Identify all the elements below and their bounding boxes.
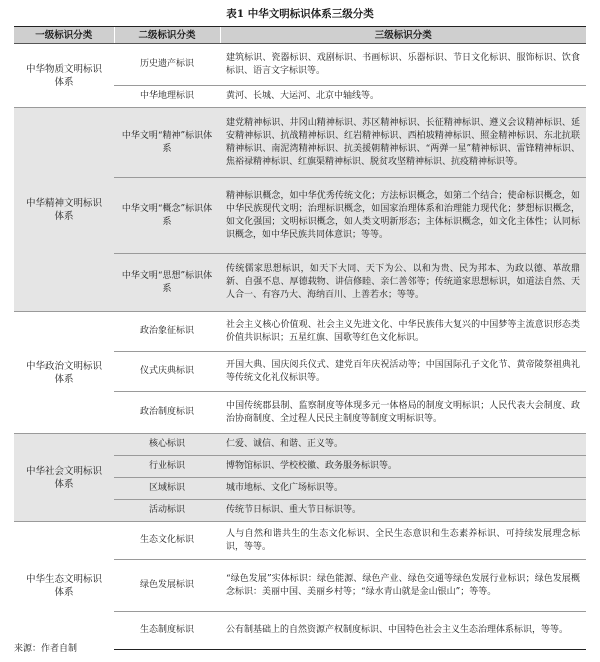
level-1-cell: 中华政治文明标识体系 [14, 312, 114, 434]
level-2-cell: 历史遗产标识 [114, 44, 220, 86]
header-level-3: 三级标识分类 [220, 27, 586, 44]
level-2-cell: 区域标识 [114, 478, 220, 500]
level-3-cell: 精神标识概念，如中华优秀传统文化；方法标识概念，如第二个结合；使命标识概念，如中华民族现代文明；治理标识概念，如国家治理体系和治理能力现代化；梦想标识概念，如文化强国；文明标识概念，如人类文明新形态；主体标识概念，如文化主体性；认同标识概念，如中华民族共同体意识；等等。 [220, 178, 586, 254]
table-row [14, 108, 586, 178]
level-3-cell: 建筑标识、瓷器标识、戏剧标识、书画标识、乐器标识、节日文化标识、服饰标识、饮食标识、语言文字标识等。 [220, 44, 586, 86]
level-3-cell: 传统儒家思想标识，如天下大同、天下为公、以和为贵、民为邦本、为政以德、革故鼎新、自强不息、厚德载物、讲信修睦、亲仁善邻等；传统道家思想标识，如道法自然、天人合一、有容乃大、海纳百川、上善若水；等等。 [220, 254, 586, 312]
table-row [14, 434, 586, 456]
level-2-cell: 行业标识 [114, 456, 220, 478]
level-2-cell: 中华地理标识 [114, 86, 220, 108]
level-2-cell: 生态制度标识 [114, 612, 220, 650]
level-2-cell: 中华文明“精神”标识体系 [114, 108, 220, 178]
level-3-cell: 传统节日标识、重大节日标识等。 [220, 500, 586, 522]
level-3-cell: 人与自然和谐共生的生态文化标识、全民生态意识和生态素养标识、可持续发展理念标识，等等。 [220, 522, 586, 560]
level-3-cell: 中国传统郡县制、监察制度等体现多元一体格局的制度文明标识；人民代表大会制度、政治协商制度、全过程人民民主制度等制度文明标识等。 [220, 392, 586, 434]
level-2-cell: 中华文明“思想”标识体系 [114, 254, 220, 312]
classification-table [14, 26, 586, 650]
table-row [14, 522, 586, 560]
source-note: 来源：作者自制 [14, 644, 78, 654]
table-row [14, 44, 586, 86]
level-3-cell: 仁爱、诚信、和谐、正义等。 [220, 434, 586, 456]
level-3-cell: 城市地标、文化广场标识等。 [220, 478, 586, 500]
level-3-cell: 公有制基础上的自然资源产权制度标识、中国特色社会主义生态治理体系标识，等等。 [220, 612, 586, 650]
level-3-cell: 建党精神标识、井冈山精神标识、苏区精神标识、长征精神标识、遵义会议精神标识、延安精神标识、抗战精神标识、红岩精神标识、西柏坡精神标识、照金精神标识、东北抗联精神标识、南泥湾精神标识、抗美援朝精神标识、“两弹一星”精神标识、雷锋精神标识、焦裕禄精神标识、红旗渠精神标识、脱贫攻坚精神标识、抗疫精神标识等。 [220, 108, 586, 178]
level-1-cell: 中华精神文明标识体系 [14, 108, 114, 312]
level-2-cell: 生态文化标识 [114, 522, 220, 560]
header-level-2: 二级标识分类 [114, 27, 220, 44]
header-level-1: 一级标识分类 [14, 27, 114, 44]
level-2-cell: 仪式庆典标识 [114, 352, 220, 392]
table-row [14, 312, 586, 352]
level-1-cell: 中华社会文明标识体系 [14, 434, 114, 522]
level-1-cell: 中华生态文明标识体系 [14, 522, 114, 650]
level-2-cell: 活动标识 [114, 500, 220, 522]
level-3-cell: 黄河、长城、大运河、北京中轴线等。 [220, 86, 586, 108]
level-2-cell: 绿色发展标识 [114, 560, 220, 612]
level-2-cell: 政治象征标识 [114, 312, 220, 352]
level-2-cell: 核心标识 [114, 434, 220, 456]
level-1-cell: 中华物质文明标识体系 [14, 44, 114, 108]
level-2-cell: 中华文明“概念”标识体系 [114, 178, 220, 254]
level-3-cell: “绿色发展”实体标识：绿色能源、绿色产业、绿色交通等绿色发展行业标识；绿色发展概念标识：美丽中国、美丽乡村等；“绿水青山就是金山银山”；等等。 [220, 560, 586, 612]
level-2-cell: 政治制度标识 [114, 392, 220, 434]
table-title: 表1 中华文明标识体系三级分类 [226, 8, 374, 20]
level-3-cell: 开国大典、国庆阅兵仪式、建党百年庆祝活动等；中国国际孔子文化节、黄帝陵祭祖典礼等传统文化礼仪标识等。 [220, 352, 586, 392]
level-3-cell: 社会主义核心价值观、社会主义先进文化、中华民族伟大复兴的中国梦等主流意识形态类价值共识标识；五星红旗、国歌等红色文化标识。 [220, 312, 586, 352]
level-3-cell: 博物馆标识、学校校徽、政务服务标识等。 [220, 456, 586, 478]
table-header-row [14, 27, 586, 44]
